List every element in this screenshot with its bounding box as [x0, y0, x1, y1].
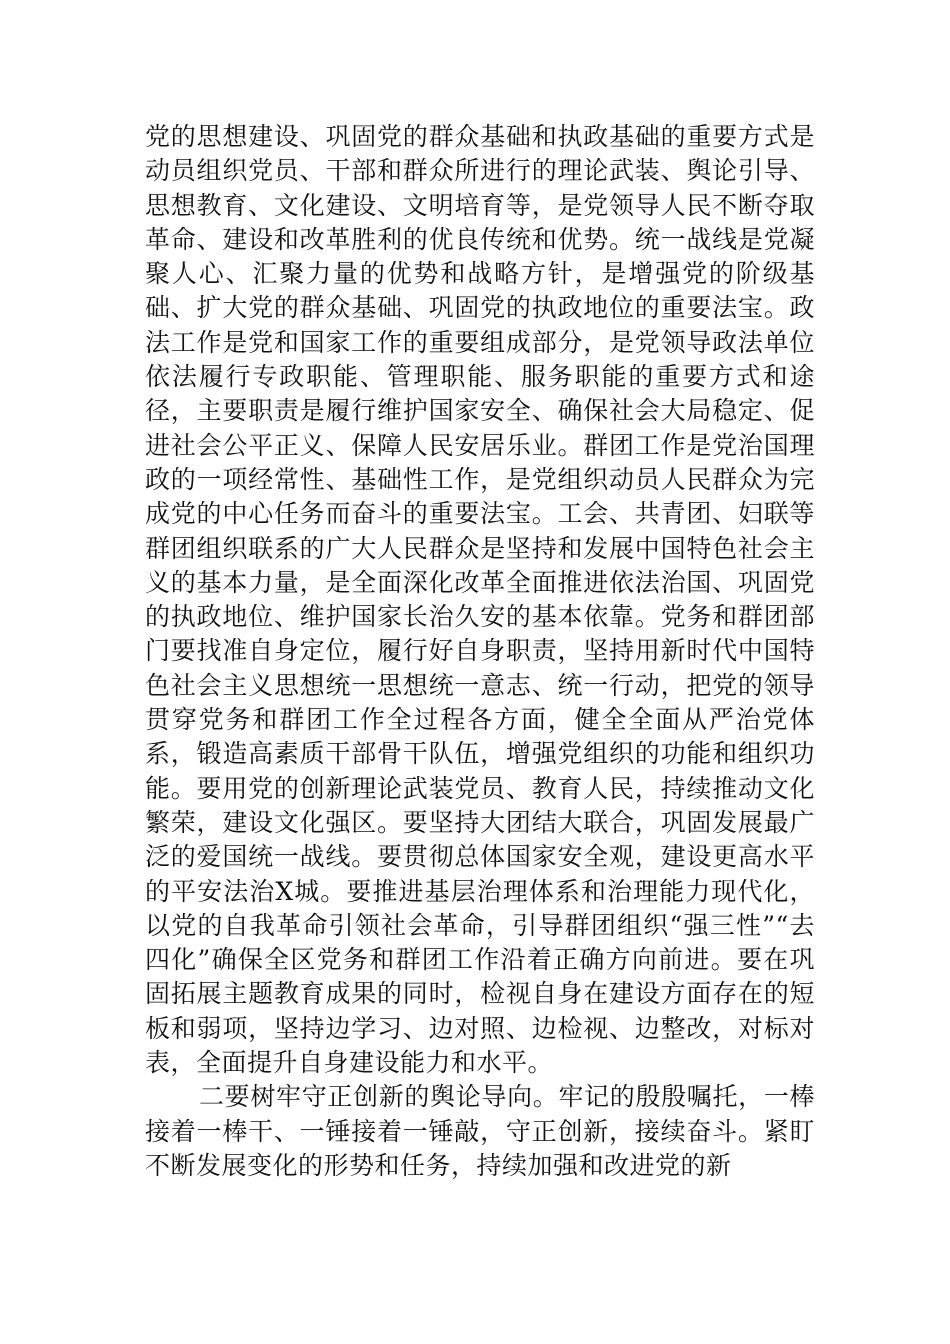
body-text [145, 120, 815, 1183]
paragraph-1: 党的思想建设、巩固党的群众基础和执政基础的重要方式是动员组织党员、干部和群众所进行的理论武装、舆论引导、思想教育、文化建设、文明培育等，是党领导人民不断夺取革命、建设和改革胜利的优良传统和优势。统一战线是党凝聚人心、汇聚力量的优势和战略方针，是增强党的阶级基础、扩大党的群众基础、巩固党的执政地位的重要法宝。政法工作是党和国家工作的重要组成部分，是党领导政法单位依法履行专政职能、管理职能、服务职能的重要方式和途径，主要职责是履行维护国家安全、确保社会大局稳定、促进社会公平正义、保障人民安居乐业。群团工作是党治国理政的一项经常性、基础性工作，是党组织动员人民群众为完成党的中心任务而奋斗的重要法宝。工会、共青团、妇联等群团组织联系的广大人民群众是坚持和发展中国特色社会主义的基本力量，是全面深化改革全面推进依法治国、巩固党的执政地位、维护国家长治久安的基本依靠。党务和群团部门要找准自身定位，履行好自身职责，坚持用新时代中国特色社会主义思想统一思想统一意志、统一行动，把党的领导贯穿党务和群团工作全过程各方面，健全全面从严治党体系，锻造高素质干部骨干队伍，增强党组织的功能和组织功能。要用党的创新理论武装党员、教育人民，持续推动文化繁荣，建设文化强区。要坚持大团结大联合，巩固发展最广泛的爱国统一战线。要贯彻总体国家安全观，建设更高水平的平安法治X城。要推进基层治理体系和治理能力现代化，以党的自我革命引领社会革命，引导群团组织“强三性”“去四化”确保全区党务和群团工作沿着正确方向前进。要在巩固拓展主题教育成果的同时，检视自身在建设方面存在的短板和弱项，坚持边学习、边对照、边检视、边整改，对标对表，全面提升自身建设能力和水平。 [145, 122, 815, 1078]
paragraph-2: 二要树牢守正创新的舆论导向。牢记的殷殷嘱托，一棒接着一棒干、一锤接着一锤敲，守正创新，接续奋斗。紧盯不断发展变化的形势和任务，持续加强和改进党的新 [145, 1082, 815, 1180]
